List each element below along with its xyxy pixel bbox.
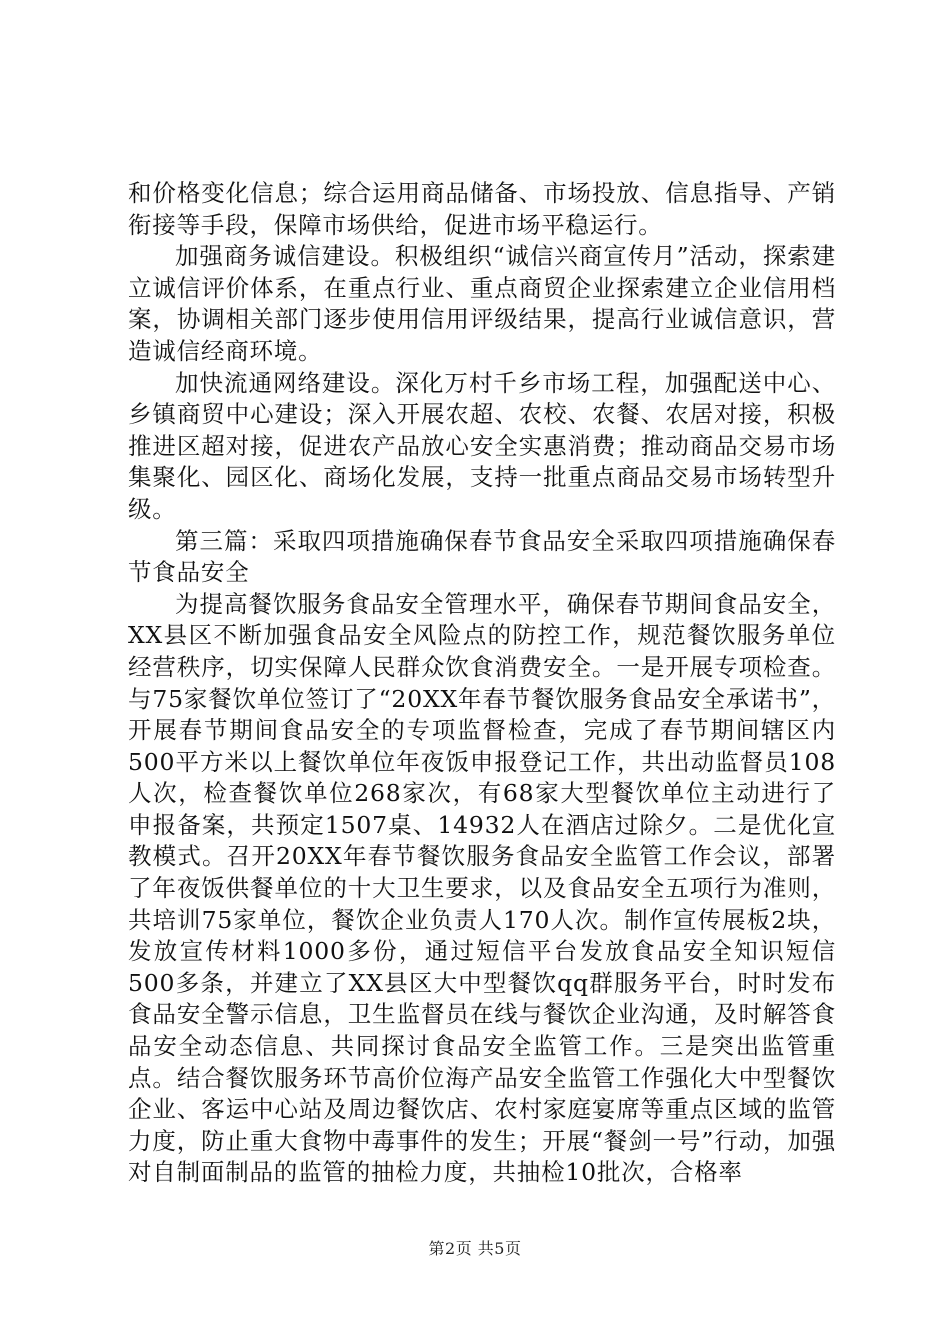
paragraph-continuation: 和价格变化信息；综合运用商品储备、市场投放、信息指导、产销衔接等手段，保障市场供给，促进市场平稳运行。: [128, 179, 836, 239]
paragraph-food-safety: 为提高餐饮服务食品安全管理水平，确保春节期间食品安全，XX县区不断加强食品安全风险点的防控工作，规范餐饮服务单位经营秩序，切实保障人民群众饮食消费安全。一是开展专项检查。与75家餐饮单位签订了“20XX年春节餐饮服务食品安全承诺书”，开展春节期间食品安全的专项监督检查，完成了春节期间辖区内500平方米以上餐饮单位年夜饭申报登记工作，共出动监督员108人次，检查餐饮单位268家次，有68家大型餐饮单位主动进行了申报备案，共预定1507桌、14932人在酒店过除夕。二是优化宣教模式。召开20XX年春节餐饮服务食品安全监管工作会议，部署了年夜饭供餐单位的十大卫生要求，以及食品安全五项行为准则，共培训75家单位，餐饮企业负责人170人次。制作宣传展板2块，发放宣传材料1000多份，通过短信平台发放食品安全知识短信500多条，并建立了XX县区大中型餐饮qq群服务平台，时时发布食品安全警示信息，卫生监督员在线与餐饮企业沟通，及时解答食品安全动态信息、共同探讨食品安全监管工作。三是突出监管重点。结合餐饮服务环节高价位海产品安全监管工作强化大中型餐饮企业、客运中心站及周边餐饮店、农村家庭宴席等重点区域的监管力度，防止重大食物中毒事件的发生；开展“餐剑一号”行动，加强对自制面制品的监管的抽检力度，共抽检10批次，合格率: [128, 589, 836, 1187]
paragraph-business-integrity: 加强商务诚信建设。积极组织“诚信兴商宣传月”活动，探索建立诚信评价体系，在重点行业、重点商贸企业探索建立企业信用档案，协调相关部门逐步使用信用评级结果，提高行业诚信意识，营造诚信经商环境。: [128, 242, 836, 365]
document-body: [128, 178, 836, 1189]
page-number-footer: 第2页 共5页: [428, 1239, 522, 1258]
section-heading-part-three: 第三篇：采取四项措施确保春节食品安全采取四项措施确保春节食品安全: [128, 526, 836, 587]
paragraph-distribution-network: 加快流通网络建设。深化万村千乡市场工程，加强配送中心、乡镇商贸中心建设；深入开展农超、农校、农餐、农居对接，积极推进区超对接，促进农产品放心安全实惠消费；推动商品交易市场集聚化、园区化、商场化发展，支持一批重点商品交易市场转型升级。: [128, 368, 836, 523]
